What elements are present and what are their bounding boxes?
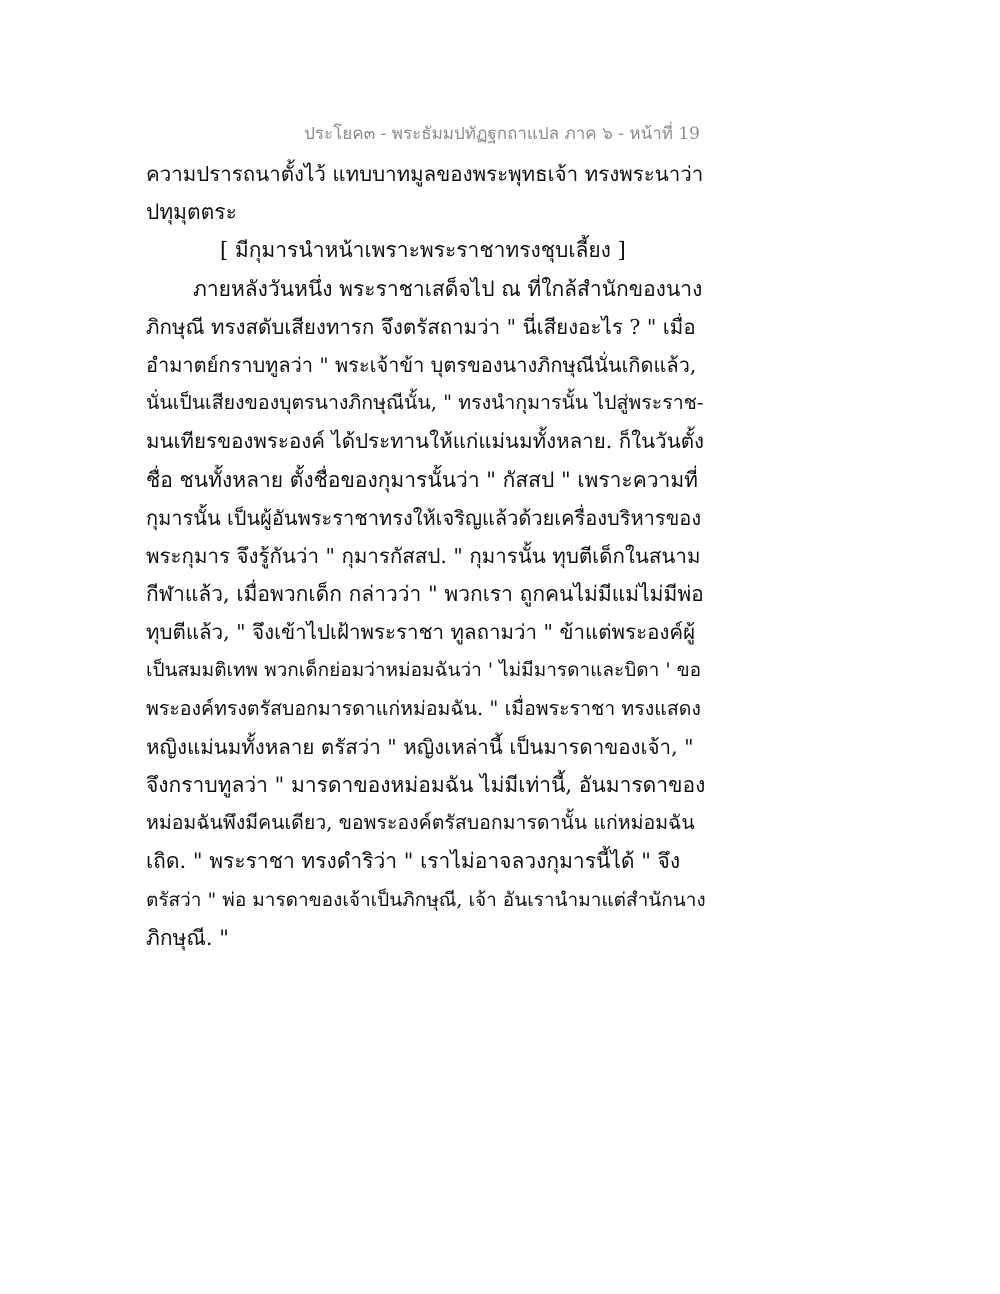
text-line: พระองค์ทรงตรัสบอกมารดาแก่หม่อมฉัน. " เมื่อพระราชา ทรงแสดง: [146, 696, 701, 720]
section-heading: [ มีกุมารนำหน้าเพราะพระราชาทรงชุบเลี้ยง ]: [220, 238, 626, 263]
text-line: ทุบตีแล้ว, " จึงเข้าไปเฝ้าพระราชา ทูลถามว่า " ข้าแต่พระองค์ผู้: [146, 620, 696, 645]
text-line: กีฬาแล้ว, เมื่อพวกเด็ก กล่าวว่า " พวกเรา ถูกคนไม่มีแม่ไม่มีพ่อ: [146, 582, 704, 607]
text-line: ภิกษุณี ทรงสดับเสียงทารก จึงตรัสถามว่า " นี่เสียงอะไร ? " เมื่อ: [146, 314, 696, 339]
text-line: พระกุมาร จึงรู้กันว่า " กุมารกัสสป. " กุมารนั้น ทุบตีเด็กในสนาม: [146, 543, 701, 568]
text-line: ตรัสว่า " พ่อ มารดาของเจ้าเป็นภิกษุณี, เจ้า อันเรานำมาแต่สำนักนาง: [146, 888, 706, 911]
text-line: หญิงแม่นมทั้งหลาย ตรัสว่า " หญิงเหล่านี้ เป็นมารดาของเจ้า, ": [146, 734, 694, 759]
text-line: จึงกราบทูลว่า " มารดาของหม่อมฉัน ไม่มีเท่านี้, อันมารดาของ: [146, 773, 706, 797]
text-line: เถิด. " พระราชา ทรงดำริว่า " เราไม่อาจลวงกุมารนี้ได้ " จึง: [146, 849, 681, 874]
text-line: ปทุมุตตระ: [146, 200, 237, 225]
text-line: อำมาตย์กราบทูลว่า " พระเจ้าข้า บุตรของนางภิกษุณีนั่นเกิดแล้ว,: [146, 352, 697, 377]
text-line: ความปรารถนาตั้งไว้ แทบบาทมูลของพระพุทธเจ้า ทรงพระนาว่า: [146, 162, 704, 186]
paragraph-first-line: ภายหลังวันหนึ่ง พระราชาเสด็จไป ณ ที่ใกล้สำนักของนาง: [193, 276, 703, 301]
running-header: ประโยค๓ - พระธัมมปทัฏฐกถาแปล ภาค ๖ - หน้าที่ 19: [304, 124, 700, 144]
text-line: ภิกษุณี. ": [146, 925, 229, 950]
text-line: นั่นเป็นเสียงของบุตรนางภิกษุณีนั้น, " ทรงนำกุมารนั้น ไปสู่พระราช-: [146, 391, 704, 415]
text-line: ชื่อ ชนทั้งหลาย ตั้งชื่อของกุมารนั้นว่า " กัสสป " เพราะความที่: [146, 467, 699, 492]
text-line: มนเทียรของพระองค์ ได้ประทานให้แก่แม่นมทั้งหลาย. ก็ในวันตั้ง: [146, 429, 705, 454]
text-line: กุมารนั้น เป็นผู้อันพระราชาทรงให้เจริญแล้วด้วยเครื่องบริหารของ: [146, 505, 702, 530]
body-text: [146, 155, 706, 957]
text-line: เป็นสมมติเทพ พวกเด็กย่อมว่าหม่อมฉันว่า ' ไม่มีมารดาและบิดา ' ขอ: [146, 659, 701, 682]
text-line: หม่อมฉันพึงมีคนเดียว, ขอพระองค์ตรัสบอกมารดานั้น แก่หม่อมฉัน: [146, 811, 695, 835]
